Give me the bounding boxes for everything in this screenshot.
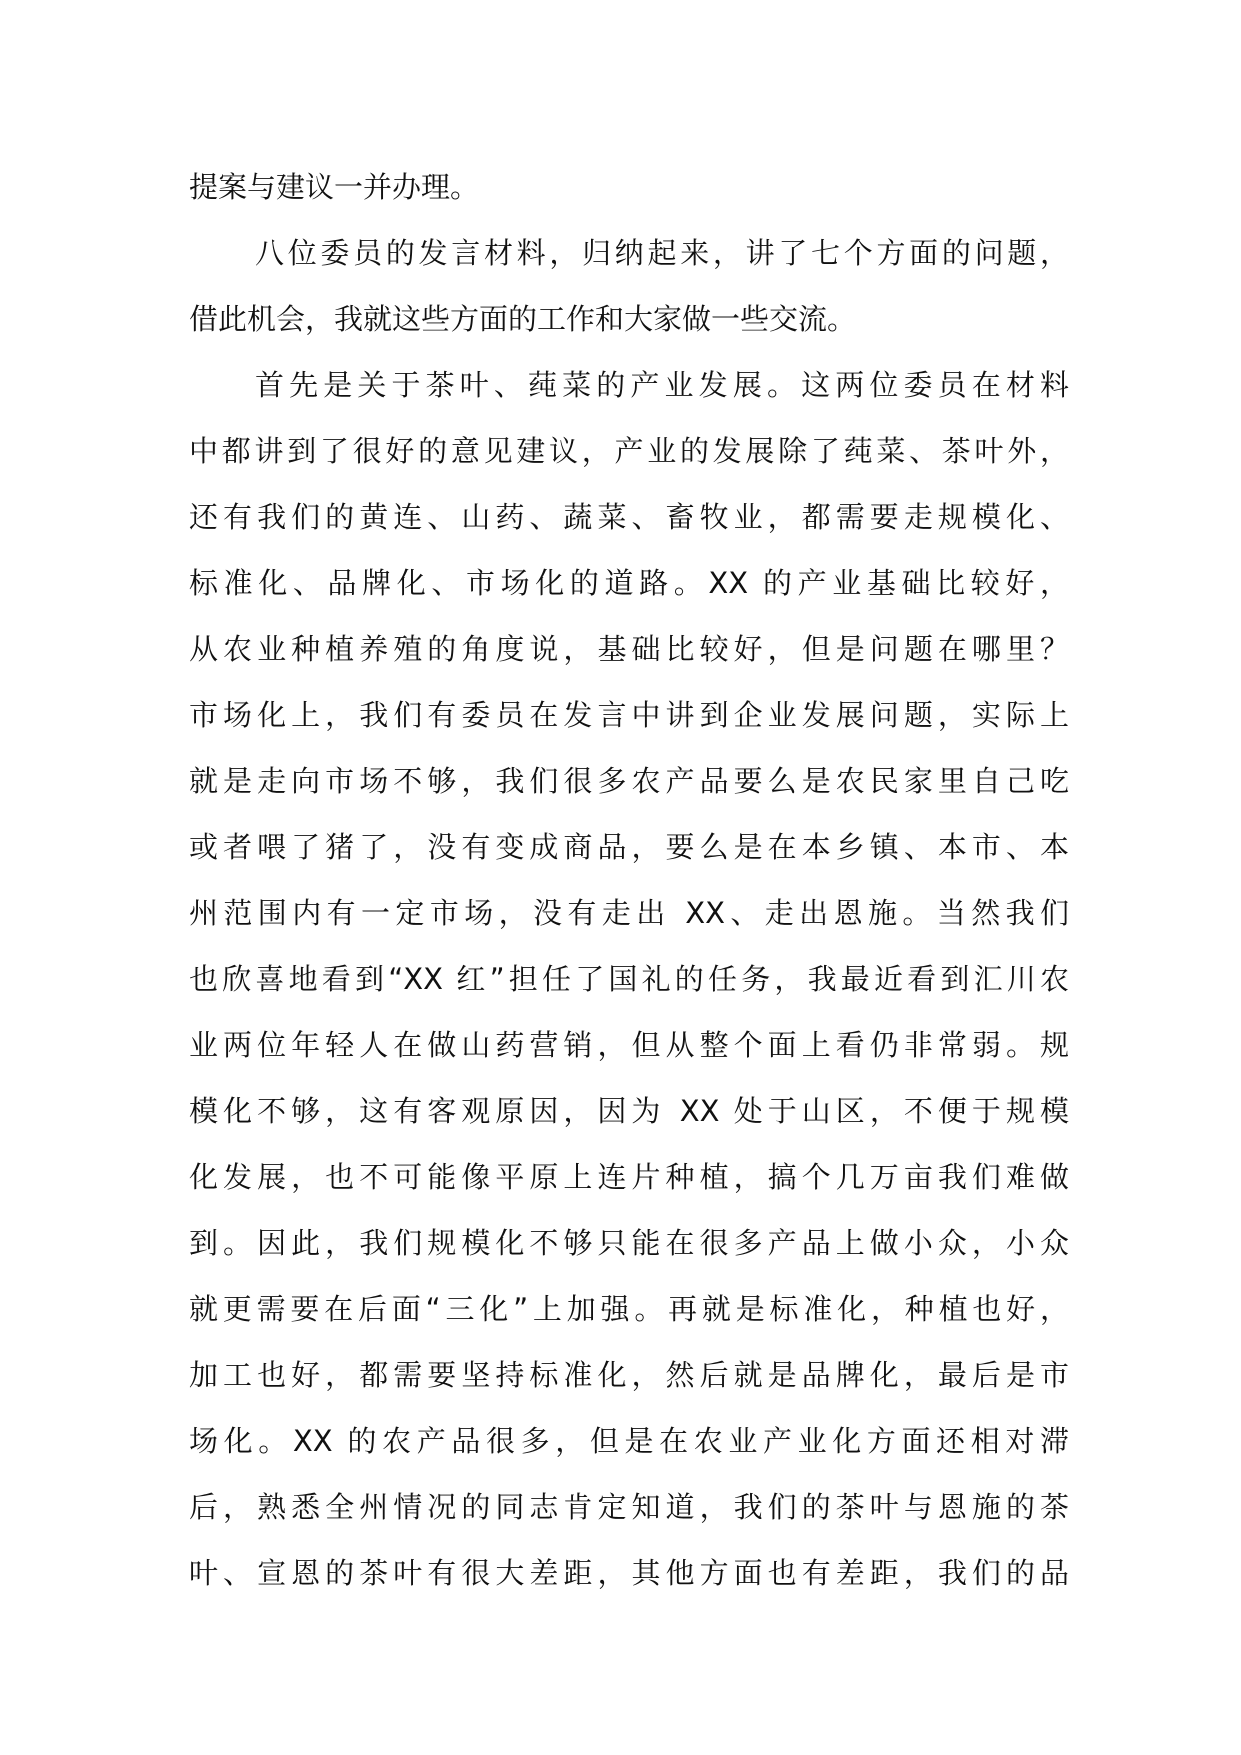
document-body xyxy=(189,154,1069,1606)
text-line: 到。因此，我们规模化不够只能在很多产品上做小众，小众 xyxy=(189,1226,1069,1260)
text-line: 加工也好，都需要坚持标准化，然后就是品牌化，最后是市 xyxy=(189,1358,1069,1392)
text-line: 也欣喜地看到“XX 红”担任了国礼的任务，我最近看到汇川农 xyxy=(189,962,1069,996)
text-line: 或者喂了猪了，没有变成商品，要么是在本乡镇、本市、本 xyxy=(189,830,1069,864)
text-line: 市场化上，我们有委员在发言中讲到企业发展问题，实际上 xyxy=(189,698,1069,732)
text-line: 化发展，也不可能像平原上连片种植，搞个几万亩我们难做 xyxy=(189,1160,1069,1194)
text-line: 提案与建议一并办理。 xyxy=(189,170,480,204)
text-line: 八位委员的发言材料，归纳起来，讲了七个方面的问题， xyxy=(255,236,1069,270)
text-line: 首先是关于茶叶、莼菜的产业发展。这两位委员在材料 xyxy=(255,368,1069,402)
text-line: 叶、宣恩的茶叶有很大差距，其他方面也有差距，我们的品 xyxy=(189,1556,1069,1590)
text-line: 州范围内有一定市场，没有走出 XX、走出恩施。当然我们 xyxy=(189,896,1069,930)
text-line: 场化。XX 的农产品很多，但是在农业产业化方面还相对滞 xyxy=(189,1424,1069,1458)
text-line: 从农业种植养殖的角度说，基础比较好，但是问题在哪里？ xyxy=(189,632,1069,666)
text-line: 业两位年轻人在做山药营销，但从整个面上看仍非常弱。规 xyxy=(189,1028,1069,1062)
text-line: 中都讲到了很好的意见建议，产业的发展除了莼菜、茶叶外， xyxy=(189,434,1069,468)
text-line: 后，熟悉全州情况的同志肯定知道，我们的茶叶与恩施的茶 xyxy=(189,1490,1069,1524)
text-line: 借此机会，我就这些方面的工作和大家做一些交流。 xyxy=(189,302,857,336)
text-line: 标准化、品牌化、市场化的道路。XX 的产业基础比较好， xyxy=(189,566,1069,600)
text-line: 就是走向市场不够，我们很多农产品要么是农民家里自己吃 xyxy=(189,764,1069,798)
text-line: 模化不够，这有客观原因，因为 XX 处于山区，不便于规模 xyxy=(189,1094,1069,1128)
text-line: 还有我们的黄连、山药、蔬菜、畜牧业，都需要走规模化、 xyxy=(189,500,1069,534)
text-line: 就更需要在后面“三化”上加强。再就是标准化，种植也好， xyxy=(189,1292,1069,1326)
